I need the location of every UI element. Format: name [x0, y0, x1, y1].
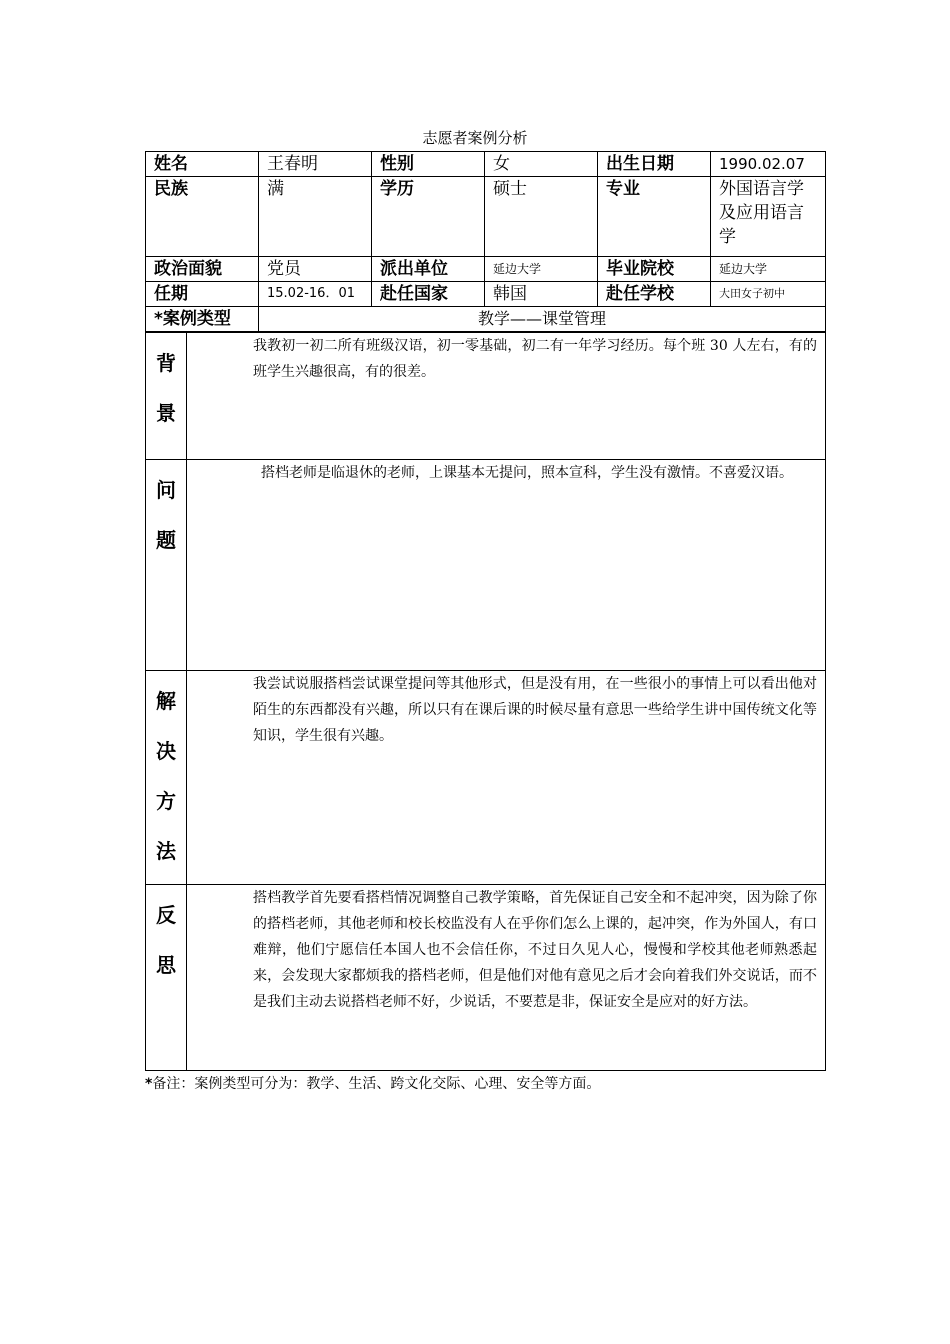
footnote-text: 备注：案例类型可分为：教学、生活、跨文化交际、心理、安全等方面。	[152, 1076, 601, 1092]
problem-section	[146, 460, 826, 671]
birth-value: 1990.02.07	[711, 152, 826, 177]
term-value: 15.02-16．01	[259, 282, 372, 307]
education-value: 硕士	[485, 177, 598, 257]
graduate-label: 毕业院校	[598, 257, 711, 282]
case-sections-table	[145, 332, 826, 1071]
major-value: 外国语言学及应用语言学	[711, 177, 826, 257]
ethnicity-value: 满	[259, 177, 372, 257]
major-label: 专业	[598, 177, 711, 257]
solution-text: 我尝试说服搭档尝试课堂提问等其他形式，但是没有用，在一些很小的事情上可以看出他对陌生的东西都没有兴趣，所以只有在课后课的时候尽量有意思一些给学生讲中国传统文化等知识，学生很有兴趣。	[187, 671, 826, 885]
gender-label: 性别	[372, 152, 485, 177]
gender-value: 女	[485, 152, 598, 177]
problem-text: 搭档老师是临退休的老师，上课基本无提问，照本宣科，学生没有激情。不喜爱汉语。	[187, 460, 826, 671]
school-label: 赴任学校	[598, 282, 711, 307]
footnote	[145, 1073, 600, 1095]
school-value: 大田女子初中	[711, 282, 826, 307]
profile-table	[145, 151, 826, 332]
footnote-star: *	[145, 1076, 153, 1092]
country-value: 韩国	[485, 282, 598, 307]
political-label: 政治面貌	[146, 257, 259, 282]
dispatch-value: 延边大学	[485, 257, 598, 282]
case-type-label: *案例类型	[146, 307, 259, 332]
document-title: 志愿者案例分析	[422, 129, 528, 147]
political-value: 党员	[259, 257, 372, 282]
name-value: 王春明	[259, 152, 372, 177]
problem-label: 问 题	[146, 460, 187, 671]
solution-section	[146, 671, 826, 885]
case-type-value: 教学——课堂管理	[259, 307, 826, 332]
graduate-value: 延边大学	[711, 257, 826, 282]
name-label: 姓名	[146, 152, 259, 177]
background-section	[146, 333, 826, 460]
reflection-text: 搭档教学首先要看搭档情况调整自己教学策略，首先保证自己安全和不起冲突，因为除了你的搭档老师，其他老师和校长校监没有人在乎你们怎么上课的，起冲突，作为外国人，有口难辩，他们宁愿信任本国人也不会信任你，不过日久见人心，慢慢和学校其他老师熟悉起来，会发现大家都烦我的搭档老师，但是他们对他有意见之后才会向着我们外交说话，而不是我们主动去说搭档老师不好，少说话，不要惹是非，保证安全是应对的好方法。	[187, 885, 826, 1071]
term-label: 任期	[146, 282, 259, 307]
reflection-label: 反 思	[146, 885, 187, 1071]
reflection-section	[146, 885, 826, 1071]
ethnicity-label: 民族	[146, 177, 259, 257]
country-label: 赴任国家	[372, 282, 485, 307]
birth-label: 出生日期	[598, 152, 711, 177]
background-label: 背 景	[146, 333, 187, 460]
education-label: 学历	[372, 177, 485, 257]
dispatch-label: 派出单位	[372, 257, 485, 282]
background-text: 我教初一初二所有班级汉语，初一零基础，初二有一年学习经历。每个班 30 人左右，有的班学生兴趣很高，有的很差。	[187, 333, 826, 460]
solution-label: 解 决 方 法	[146, 671, 187, 885]
